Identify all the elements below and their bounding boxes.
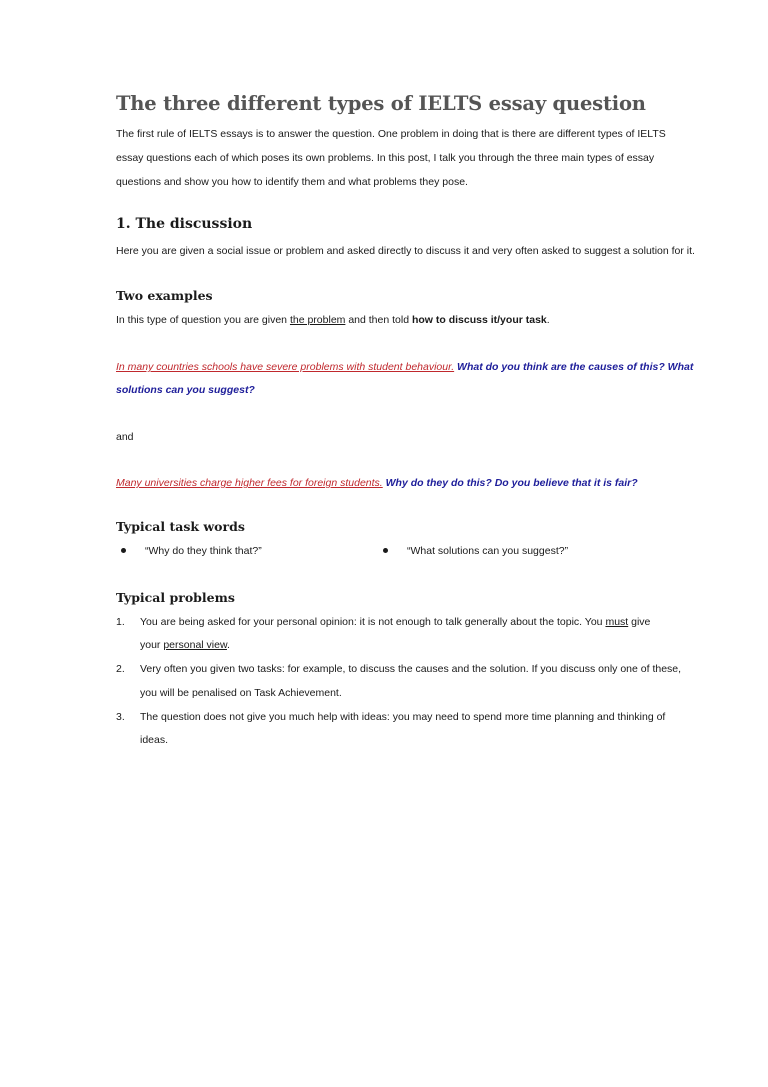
bullet-icon <box>121 548 126 553</box>
examples-and: and <box>116 431 134 443</box>
problem-2-number: 2. <box>116 663 125 675</box>
example-2 <box>116 477 638 489</box>
example-1-task-part-2: solutions can you suggest? <box>116 384 255 396</box>
bullet-icon <box>383 548 388 553</box>
example-1-line-1 <box>116 361 693 373</box>
heading-two-examples: Two examples <box>116 288 213 303</box>
problem-3-number: 3. <box>116 711 125 723</box>
example-1-task-part-1: What do you think are the causes of this? What <box>454 361 694 373</box>
problem-1-must: must <box>605 616 629 628</box>
section-heading-discussion: 1. The discussion <box>116 216 253 232</box>
problem-1-line-2-pre: your <box>140 639 164 651</box>
examples-intro-end: . <box>546 314 550 326</box>
problem-1-line-2-post: . <box>226 639 230 651</box>
problem-2-line-2: you will be penalised on Task Achievement. <box>140 687 342 699</box>
examples-intro <box>116 314 550 326</box>
intro-line-1: The first rule of IELTS essays is to answer the question. One problem in doing that is there are different types of IELTS <box>116 128 666 140</box>
problem-3-line-1: The question does not give you much help with ideas: you may need to spend more time planning and thinking of <box>140 711 666 723</box>
examples-intro-mid: and then told <box>345 314 412 326</box>
examples-intro-task: how to discuss it/your task <box>411 314 547 326</box>
examples-intro-pre: In this type of question you are given <box>116 314 290 326</box>
example-1-line-2 <box>116 384 255 396</box>
problem-1-number: 1. <box>116 616 125 628</box>
problem-1-line-1-pre: You are being asked for your personal opinion: it is not enough to talk generally about the topic. You <box>140 616 606 628</box>
heading-typical-problems: Typical problems <box>116 590 235 605</box>
page-title: The three different types of IELTS essay question <box>116 92 646 115</box>
task-word-1: “Why do they think that?” <box>145 545 262 557</box>
section-text-discussion: Here you are given a social issue or problem and asked directly to discuss it and very often asked to suggest a solution for it. <box>116 245 695 257</box>
heading-typical-task-words: Typical task words <box>116 519 245 534</box>
task-word-2: “What solutions can you suggest?” <box>407 545 569 557</box>
problem-2-line-1: Very often you given two tasks: for example, to discuss the causes and the solution. If you discuss only one of these, <box>140 663 682 675</box>
example-2-task: Why do they do this? Do you believe that it is fair? <box>382 477 638 489</box>
intro-line-3: questions and show you how to identify them and what problems they pose. <box>116 176 468 188</box>
problem-1-line-2 <box>140 639 230 651</box>
problem-3-line-2: ideas. <box>140 734 169 746</box>
intro-line-2: essay questions each of which poses its own problems. In this post, I talk you through the three main types of essay <box>116 152 655 164</box>
problem-1-line-1 <box>140 616 650 628</box>
examples-intro-problem: the problem <box>289 314 346 326</box>
problem-1-personal-view: personal view <box>163 639 227 651</box>
example-2-problem: Many universities charge higher fees for foreign students. <box>116 477 383 489</box>
problem-1-line-1-post: give <box>628 616 651 628</box>
example-1-problem: In many countries schools have severe problems with student behaviour. <box>116 361 455 373</box>
